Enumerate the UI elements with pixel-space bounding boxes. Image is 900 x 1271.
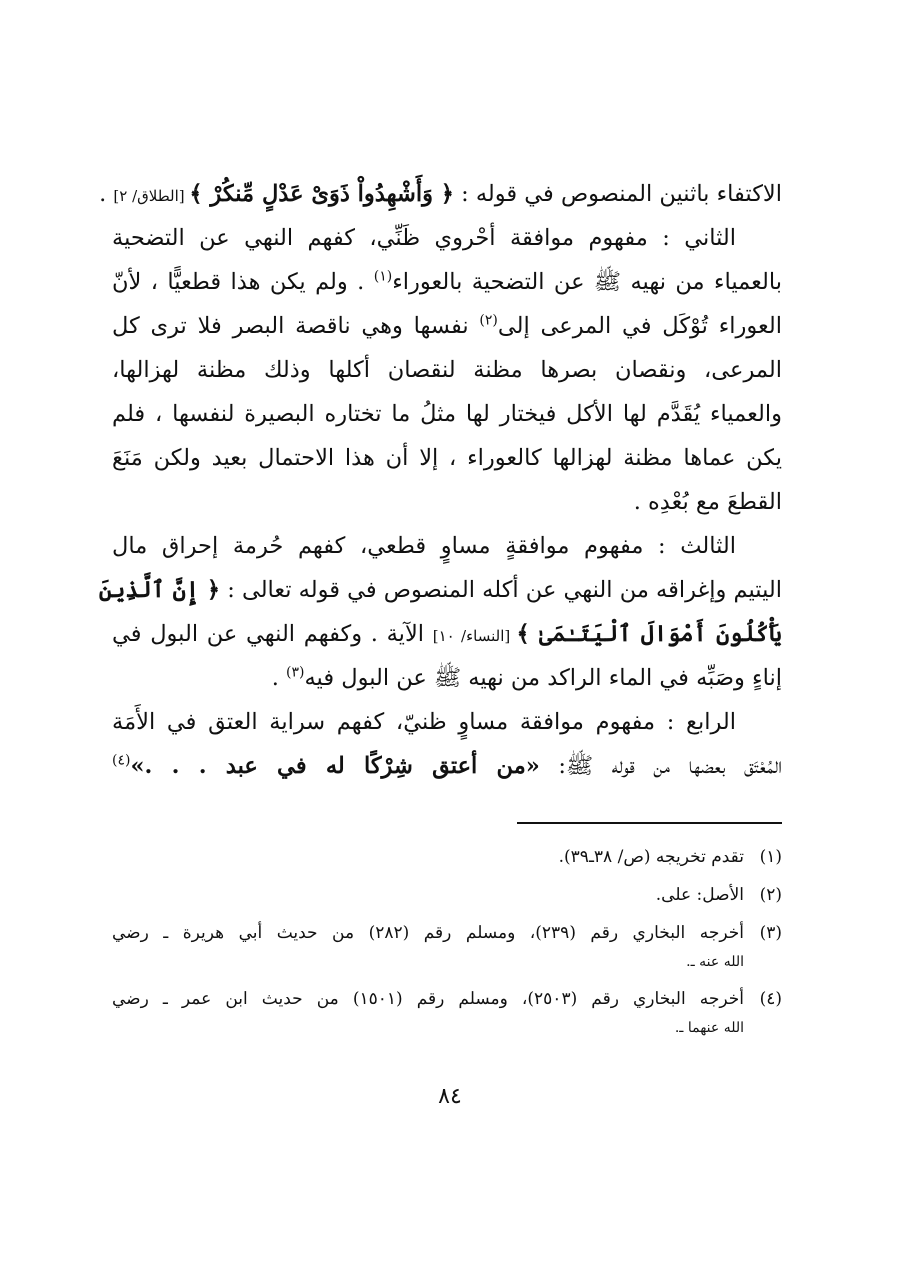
quran-verse: ﴿ وَأَشْهِدُواْ ذَوَىْ عَدْلٍ مِّنكُرْ ﴾ — [189, 181, 454, 207]
footnotes — [112, 842, 782, 1050]
quran-reference: [الطلاق/ ٢] — [113, 187, 190, 205]
footnote-ref-4[interactable]: (٤) — [112, 752, 131, 769]
text-line-5 — [112, 348, 782, 392]
footnote-number: (١) — [759, 847, 782, 867]
quran-verse: يَأْكُلُونَ أَمْوَالَ ٱلْيَتَـٰمَىٰ ﴾ — [516, 621, 782, 647]
footnote-1 — [112, 842, 782, 872]
line-text: والعمياء يُقَدَّم لها الأكل فيختار لها مثلُ ما تختاره البصيرة لنفسها ، فلم — [112, 401, 782, 427]
line-text: إناءٍ وصَبِّه في الماء الراكد من نهيه ﷺ عن البول فيه — [304, 665, 782, 691]
line-text: العوراء تُوْكَل في المرعى إلى — [497, 313, 783, 339]
line-text: الثالث : مفهوم موافقةٍ مساوٍ قطعي، كفهم حُرمة إحراق مال — [112, 533, 736, 559]
line-text: الرابع : مفهوم موافقة مساوٍ ظنيّ، كفهم سراية العتق في الأَمَة — [112, 709, 736, 735]
page-number: ٨٤ — [438, 1084, 462, 1109]
line-text: الاكتفاء باثنين المنصوص في قوله : — [453, 181, 782, 207]
text-line-7 — [112, 436, 782, 480]
text-line-12 — [112, 656, 782, 700]
footnote-text: تقدم تخريجه (ص/ ٣٨ـ٣٩). — [558, 847, 744, 867]
footnote-3 — [112, 918, 782, 976]
line-text: بالعمياء من نهيه ﷺ عن التضحية بالعوراء — [392, 269, 782, 295]
hadith-quote: «من أعتق شِرْكًا له في عبد . . .» — [130, 753, 540, 779]
footnote-ref-3[interactable]: (٣) — [286, 664, 305, 681]
quran-verse: ﴿ إِنَّ ٱلَّذِينَ — [98, 577, 221, 603]
footnote-text-continued: الله عنهما ـ. — [674, 1020, 744, 1036]
text-line-4 — [112, 304, 782, 348]
line-text-end: . — [99, 181, 114, 207]
text-line-8 — [112, 480, 782, 524]
footnote-number: (٣) — [759, 923, 782, 943]
text-line-2 — [112, 216, 782, 260]
footnote-text: أخرجه البخاري رقم (٢٥٠٣)، ومسلم رقم (١٥٠١) من حديث ابن عمر ـ رضي — [112, 989, 744, 1009]
text-line-3 — [112, 260, 782, 304]
main-text — [98, 172, 783, 788]
line-text: القطعَ مع بُعْدِه . — [633, 489, 782, 515]
footnote-ref-1[interactable]: (١) — [373, 268, 393, 285]
line-text-end: . ولم يكن هذا قطعيًّا ، لأنّ — [112, 269, 374, 295]
line-text: المُعْتَق بعضها من قوله ﷺ: — [539, 753, 782, 779]
footnote-4 — [112, 984, 782, 1042]
text-line-13 — [112, 700, 782, 744]
text-line-6 — [112, 392, 782, 436]
footnote-number: (٢) — [759, 885, 782, 905]
footnote-divider — [517, 822, 782, 824]
text-line-14 — [112, 744, 782, 788]
text-line-10 — [98, 568, 782, 612]
quran-reference: [النساء/ ١٠] — [432, 627, 517, 645]
footnote-text: أخرجه البخاري رقم (٢٣٩)، ومسلم رقم (٢٨٢) من حديث أبي هريرة ـ رضي — [112, 923, 744, 943]
line-text: اليتيم وإغراقه من النهي عن أكله المنصوص في قوله تعالى : — [220, 577, 782, 603]
line-text: يكن عماها مظنة لهزالها كالعوراء ، إلا أن هذا الاحتمال بعيد ولكن مَنَعَ — [112, 445, 782, 471]
footnote-text-continued: الله عنه ـ. — [686, 954, 744, 970]
footnote-2 — [112, 880, 782, 910]
line-text: المرعى، ونقصان بصرها مظنة لنقصان أكلها وذلك مظنة لهزالها، — [112, 357, 782, 383]
text-line-11 — [112, 612, 782, 656]
footnote-number: (٤) — [759, 989, 782, 1009]
line-text-end: . — [271, 665, 286, 691]
line-text-end: نفسها وهي ناقصة البصر فلا ترى كل — [112, 313, 480, 339]
text-line-9 — [112, 524, 782, 568]
footnote-ref-2[interactable]: (٢) — [479, 312, 498, 329]
text-line-1 — [99, 172, 782, 216]
footnote-text: الأصل: على. — [655, 885, 744, 905]
line-text-end: الآية . وكفهم النهي عن البول في — [112, 621, 433, 647]
line-text: الثاني : مفهوم موافقة أحْروي ظَنِّي، كفهم النهي عن التضحية — [112, 225, 736, 251]
